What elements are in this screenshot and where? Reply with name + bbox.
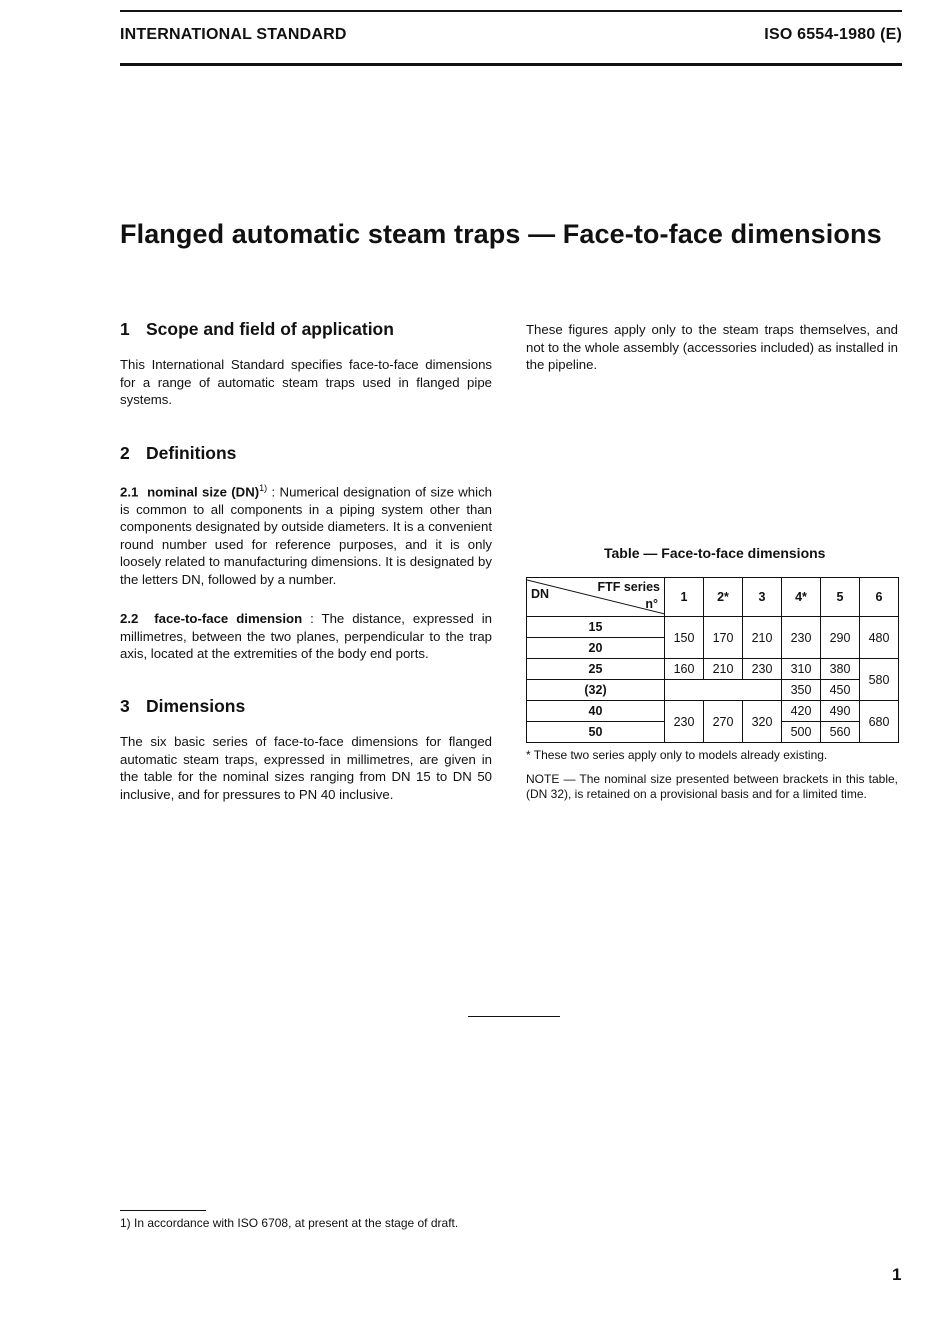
dn-cell: 50 — [527, 722, 665, 743]
section-1-title: Scope and field of application — [146, 319, 394, 339]
value-cell: 560 — [821, 722, 860, 743]
value-cell: 310 — [782, 659, 821, 680]
definition-2-2-separator: : — [302, 611, 322, 626]
table-footnote: * These two series apply only to models already existing. — [526, 748, 828, 762]
value-cell: 290 — [821, 617, 860, 659]
page-title: Flanged automatic steam traps — Face-to-face dimensions — [120, 219, 882, 249]
value-cell: 210 — [743, 617, 782, 659]
section-2-number: 2 — [120, 443, 130, 463]
ftf-table — [526, 577, 899, 743]
definition-2-1-text: Numerical designation of size which is common to all components in a piping system other than components designated by outside diameters. It is a convenient round number used for reference purposes, and it is only loosely related to manufacturing dimensions. It is designated by the letters DN, followed by a number. — [120, 484, 492, 587]
value-cell: 480 — [860, 617, 899, 659]
definition-2-1-separator: : — [267, 484, 280, 500]
section-2-title: Definitions — [146, 443, 237, 463]
table-note: NOTE — The nominal size presented between brackets in this table, (DN 32), is retained on a provisional basis and for a limited time. — [526, 772, 898, 801]
definition-2-1-footnote-ref: 1) — [259, 483, 268, 493]
value-cell: 270 — [704, 701, 743, 743]
value-cell: 170 — [704, 617, 743, 659]
table-row — [527, 617, 899, 638]
table-caption: Table — Face-to-face dimensions — [604, 545, 826, 561]
series-header: 4* — [782, 578, 821, 617]
series-header: 6 — [860, 578, 899, 617]
dn-cell: 15 — [527, 617, 665, 638]
definition-2-2-term: face-to-face dimension — [154, 611, 303, 626]
definition-2-2 — [120, 610, 492, 663]
corner-number-label: n° — [645, 597, 658, 611]
right-column-text: These figures apply only to the steam traps themselves, and not to the whole assembly (accessories included) as installed in the pipeline. — [526, 322, 898, 372]
header-bottom-rule — [120, 63, 902, 66]
dn-cell: 25 — [527, 659, 665, 680]
table-header-row — [527, 578, 899, 617]
section-3-text: The six basic series of face-to-face dimensions for flanged automatic steam traps, expressed in millimetres, are given in the table for the nominal sizes ranging from DN 15 to DN 50 inclusive, and for pressures to PN 40 inclusive. — [120, 734, 492, 802]
corner-dn-label: DN — [531, 587, 550, 601]
definition-2-1-number: 2.1 — [120, 484, 139, 500]
definition-2-1-term: nominal size (DN) — [147, 484, 260, 500]
value-cell: 150 — [665, 617, 704, 659]
value-cell: 230 — [782, 617, 821, 659]
page-footnote: 1) In accordance with ISO 6708, at present at the stage of draft. — [120, 1216, 459, 1230]
series-header: 2* — [704, 578, 743, 617]
table-row — [527, 659, 899, 680]
value-cell: 380 — [821, 659, 860, 680]
value-cell: 490 — [821, 701, 860, 722]
value-cell: 350 — [782, 680, 821, 701]
empty-cell — [665, 680, 782, 701]
section-1-text: This International Standard specifies face-to-face dimensions for a range of automatic steam traps used in flanged pipe systems. — [120, 357, 492, 407]
corner-series-label: FTF series — [597, 580, 660, 594]
value-cell: 210 — [704, 659, 743, 680]
value-cell: 160 — [665, 659, 704, 680]
section-1-number: 1 — [120, 319, 130, 339]
value-cell: 420 — [782, 701, 821, 722]
section-3-number: 3 — [120, 696, 130, 716]
dn-cell: 40 — [527, 701, 665, 722]
dn-cell: 20 — [527, 638, 665, 659]
dn-cell: (32) — [527, 680, 665, 701]
value-cell: 230 — [665, 701, 704, 743]
section-3-title: Dimensions — [146, 696, 246, 716]
definition-2-1 — [120, 480, 492, 588]
section-1-heading — [120, 319, 394, 340]
header-top-rule — [120, 10, 902, 12]
definition-2-2-text: The distance, expressed in millimetres, between the two planes, perpendicular to the trap axis, located at the extremities of the body end ports. — [120, 611, 492, 661]
header-left: INTERNATIONAL STANDARD — [120, 26, 347, 43]
value-cell: 680 — [860, 701, 899, 743]
definition-2-2-number: 2.2 — [120, 611, 139, 626]
header-right: ISO 6554-1980 (E) — [764, 26, 902, 43]
table-row — [527, 680, 899, 701]
end-rule — [468, 1016, 560, 1017]
table-row — [527, 701, 899, 722]
page-number: 1 — [892, 1265, 902, 1284]
series-header: 5 — [821, 578, 860, 617]
value-cell: 320 — [743, 701, 782, 743]
series-header: 3 — [743, 578, 782, 617]
value-cell: 580 — [860, 659, 899, 701]
series-header: 1 — [665, 578, 704, 617]
value-cell: 230 — [743, 659, 782, 680]
value-cell: 450 — [821, 680, 860, 701]
footnote-rule — [120, 1210, 206, 1211]
table-corner-cell — [527, 578, 665, 617]
section-3-heading — [120, 696, 245, 717]
section-2-heading — [120, 443, 236, 464]
value-cell: 500 — [782, 722, 821, 743]
